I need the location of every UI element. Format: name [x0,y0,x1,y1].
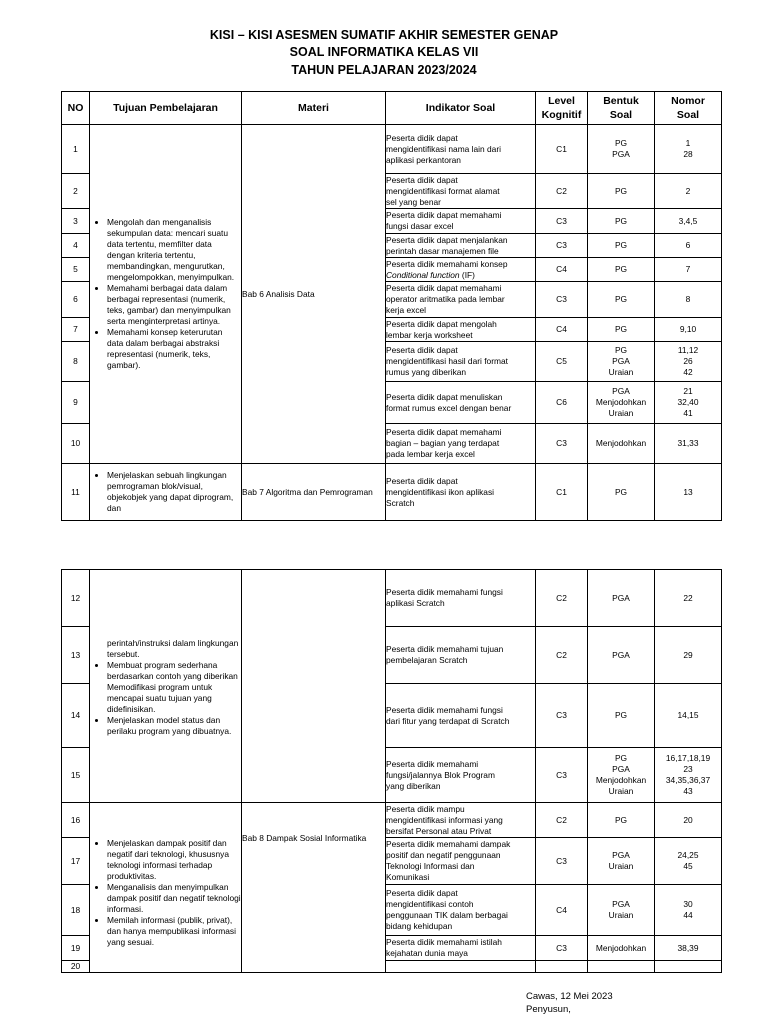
bentuk-cell: PGA Menjodohkan Uraian [588,382,655,424]
tujuan-item: • Menganalisis dan menyimpulkan dampak positif dan negatif teknologi informasi. [107,882,241,915]
level-cell [536,961,588,973]
row-number: 7 [62,318,90,342]
indikator-cell: Peserta didik memahami fungsi aplikasi Scratch [386,570,536,627]
table-row [62,464,722,521]
bentuk-cell: PG [588,234,655,258]
level-cell: C2 [536,570,588,627]
kisi-table-part-2 [61,569,722,973]
nomor-cell: 11,12 26 42 [655,342,722,382]
doc-title-line-2: SOAL INFORMATIKA KELAS VII [289,45,479,59]
indikator-cell: Peserta didik dapat memahami bagian – bagian yang terdapat pada lembar kerja excel [386,424,536,464]
kisi-table-part-1 [61,91,722,521]
table-row [62,125,722,174]
col-header-bentuk: Bentuk Soal [588,92,655,125]
level-cell: C2 [536,803,588,838]
bentuk-cell: PG [588,258,655,282]
tujuan-list [90,470,241,514]
bentuk-cell: PG [588,174,655,209]
tujuan-item: • Menjelaskan model status dan perilaku program yang dibuatnya. [107,715,241,737]
nomor-cell: 1 28 [655,125,722,174]
indikator-cell: Peserta didik dapat menjalankan perintah dasar manajemen file [386,234,536,258]
row-number: 18 [62,885,90,936]
level-cell: C3 [536,282,588,318]
level-cell: C6 [536,382,588,424]
indikator-cell: Peserta didik dapat mengidentifikasi hasil dari format rumus yang diberikan [386,342,536,382]
materi-cell: Bab 7 Algoritma dan Pemrograman [242,464,386,521]
indikator-cell: Peserta didik dapat memahami fungsi dasar excel [386,209,536,234]
table-header-row [62,92,722,125]
col-header-level: Level Kognitif [536,92,588,125]
indikator-cell: Peserta didik dapat mengolah lembar kerja worksheet [386,318,536,342]
row-number: 9 [62,382,90,424]
row-number: 8 [62,342,90,382]
nomor-cell: 29 [655,627,722,684]
row-number: 6 [62,282,90,318]
indikator-cell: Peserta didik memahami istilah kejahatan dunia maya [386,936,536,961]
bentuk-cell: Menjodohkan [588,424,655,464]
tujuan-cell [90,803,242,973]
tujuan-item: • Membuat program sederhana berdasarkan contoh yang diberikan Memodifikasi program untuk mencapai suatu tujuan yang didefinisikan. [107,660,241,715]
bentuk-cell: PGA Uraian [588,838,655,885]
signature-role: Penyusun, [526,1004,571,1015]
nomor-cell: 20 [655,803,722,838]
row-number: 20 [62,961,90,973]
row-number: 13 [62,627,90,684]
col-header-no: NO [62,92,90,125]
tujuan-item: • Memahami berbagai data dalam berbagai representasi (numerik, teks, gambar) dan menyimpulkan serta menginterpretasi artinya. [107,283,241,327]
nomor-cell: 22 [655,570,722,627]
tujuan-item: • Mengolah dan menganalisis sekumpulan data: mencari suatu data tertentu, memfilter data dengan kriteria tertentu, membandingkan, mengurutkan, mengelompokkan, menyimpulkan. [107,217,241,283]
row-number: 11 [62,464,90,521]
table-row [62,803,722,838]
tujuan-cell [90,464,242,521]
row-number: 3 [62,209,90,234]
nomor-cell: 2 [655,174,722,209]
tujuan-list [90,638,241,737]
nomor-cell: 31,33 [655,424,722,464]
table-row [62,570,722,627]
row-number: 1 [62,125,90,174]
nomor-cell: 30 44 [655,885,722,936]
level-cell: C4 [536,258,588,282]
indikator-cell [386,961,536,973]
row-number: 10 [62,424,90,464]
nomor-cell: 38,39 [655,936,722,961]
tujuan-cell [90,570,242,803]
level-cell: C4 [536,885,588,936]
tujuan-item: • Menjelaskan dampak positif dan negatif dari teknologi, khususnya teknologi informasi terhadap produktivitas. [107,838,241,882]
level-cell: C3 [536,936,588,961]
tujuan-list [90,838,241,948]
bentuk-cell: PGA Uraian [588,885,655,936]
level-cell: C3 [536,684,588,748]
tujuan-list [90,217,241,371]
nomor-cell: 16,17,18,19 23 34,35,36,37 43 [655,748,722,803]
nomor-cell: 3,4,5 [655,209,722,234]
row-number: 16 [62,803,90,838]
nomor-cell: 14,15 [655,684,722,748]
bentuk-cell: PG PGA Uraian [588,342,655,382]
indikator-cell: Peserta didik dapat menuliskan format rumus excel dengan benar [386,382,536,424]
level-cell: C3 [536,234,588,258]
col-header-indikator: Indikator Soal [386,92,536,125]
level-cell: C1 [536,464,588,521]
tujuan-cell [90,125,242,464]
indikator-cell: Peserta didik memahami fungsi dari fitur yang terdapat di Scratch [386,684,536,748]
level-cell: C3 [536,424,588,464]
bentuk-cell: PG PGA Menjodohkan Uraian [588,748,655,803]
row-number: 17 [62,838,90,885]
row-number: 4 [62,234,90,258]
signature-place-date: Cawas, 12 Mei 2023 [526,991,613,1002]
indikator-cell: Peserta didik dapat mengidentifikasi nama lain dari aplikasi perkantoran [386,125,536,174]
level-cell: C1 [536,125,588,174]
row-number: 14 [62,684,90,748]
tujuan-item-continued: perintah/instruksi dalam lingkungan tersebut. [107,637,239,659]
materi-cell-empty [242,570,386,803]
bentuk-cell: PG [588,282,655,318]
tujuan-item: • Menjelaskan sebuah lingkungan pemrograman blok/visual, objekobjek yang dapat diprogram, dan [107,470,241,514]
col-header-tujuan: Tujuan Pembelajaran [90,92,242,125]
bentuk-cell: PG PGA [588,125,655,174]
indikator-cell: Peserta didik mampu mengidentifikasi informasi yang bersifat Personal atau Privat [386,803,536,838]
level-cell: C2 [536,627,588,684]
indikator-cell: Peserta didik memahami dampak positif dan negatif penggunaan Teknologi Informasi dan Komunikasi [386,838,536,885]
bentuk-cell: PGA [588,627,655,684]
nomor-cell: 9,10 [655,318,722,342]
level-cell: C3 [536,838,588,885]
indikator-cell: Peserta didik dapat mengidentifikasi format alamat sel yang benar [386,174,536,209]
bentuk-cell: PG [588,684,655,748]
indikator-cell: Peserta didik dapat memahami operator aritmatika pada lembar kerja excel [386,282,536,318]
level-cell: C3 [536,748,588,803]
indikator-cell: Peserta didik dapat mengidentifikasi contoh penggunaan TIK dalam berbagai bidang kehidupan [386,885,536,936]
level-cell: C3 [536,209,588,234]
nomor-cell: 13 [655,464,722,521]
col-header-materi: Materi [242,92,386,125]
nomor-cell: 8 [655,282,722,318]
nomor-cell [655,961,722,973]
row-number: 2 [62,174,90,209]
row-number: 5 [62,258,90,282]
nomor-cell: 24,25 45 [655,838,722,885]
indikator-cell: Peserta didik memahami tujuan pembelajaran Scratch [386,627,536,684]
nomor-cell: 21 32,40 41 [655,382,722,424]
materi-cell: Bab 6 Analisis Data [242,125,386,464]
materi-cell: Bab 8 Dampak Sosial Informatika [242,803,386,973]
doc-title-line-1: KISI – KISI ASESMEN SUMATIF AKHIR SEMESTER GENAP [209,28,559,42]
level-cell: C2 [536,174,588,209]
level-cell: C4 [536,318,588,342]
indikator-cell: Peserta didik memahami konsep Conditional function (IF) [386,258,536,282]
bentuk-cell [588,961,655,973]
row-number: 12 [62,570,90,627]
nomor-cell: 7 [655,258,722,282]
bentuk-cell: Menjodohkan [588,936,655,961]
col-header-nomor: Nomor Soal [655,92,722,125]
tujuan-item: • Memahami konsep keterurutan data dalam berbagai abstraksi representasi (numerik, teks, gambar). [107,327,241,371]
bentuk-cell: PGA [588,570,655,627]
level-cell: C5 [536,342,588,382]
row-number: 19 [62,936,90,961]
indikator-cell: Peserta didik memahami fungsi/jalannya Blok Program yang diberikan [386,748,536,803]
bentuk-cell: PG [588,209,655,234]
nomor-cell: 6 [655,234,722,258]
bentuk-cell: PG [588,803,655,838]
row-number: 15 [62,748,90,803]
indikator-cell: Peserta didik dapat mengidentifikasi ikon aplikasi Scratch [386,464,536,521]
doc-title-line-3: TAHUN PELAJARAN 2023/2024 [291,63,477,77]
bentuk-cell: PG [588,464,655,521]
bentuk-cell: PG [588,318,655,342]
tujuan-item: • Memilah informasi (publik, privat), dan hanya mempublikasi informasi yang sesuai. [107,915,241,948]
